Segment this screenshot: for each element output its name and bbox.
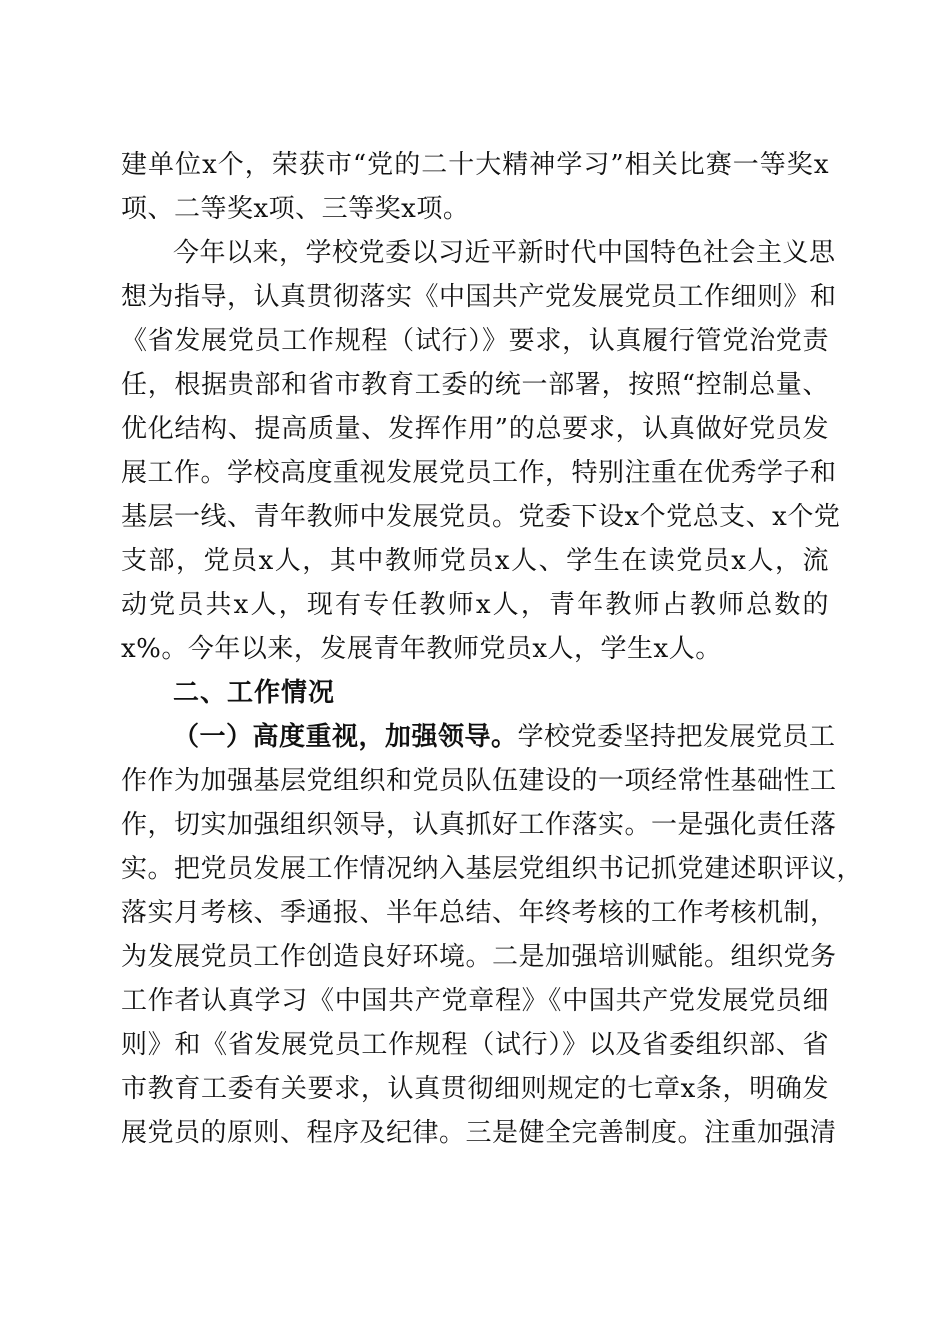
paragraph-line: 作，切实加强组织领导，认真抓好工作落实。一是强化责任落 bbox=[121, 810, 837, 840]
paragraph-line: 展党员的原则、程序及纪律。三是健全完善制度。注重加强清 bbox=[121, 1118, 837, 1148]
paragraph-line: 基层一线、青年教师中发展党员。党委下设x个党总支、x个党 bbox=[121, 502, 841, 532]
paragraph-line: 支部，党员x人，其中教师党员x人、学生在读党员x人，流 bbox=[121, 546, 829, 576]
paragraph-line: 今年以来，学校党委以习近平新时代中国特色社会主义思 bbox=[173, 238, 836, 268]
paragraph-line: x%。今年以来，发展青年教师党员x人，学生x人。 bbox=[121, 634, 722, 664]
paragraph-line: 实。把党员发展工作情况纳入基层党组织书记抓党建述职评议， bbox=[121, 854, 864, 884]
paragraph-line: 市教育工委有关要求，认真贯彻细则规定的七章x条，明确发 bbox=[121, 1074, 829, 1104]
paragraph-line: 工作者认真学习《中国共产党章程》《中国共产党发展党员细 bbox=[121, 986, 829, 1016]
paragraph-line: 想为指导，认真贯彻落实《中国共产党发展党员工作细则》和 bbox=[121, 282, 837, 312]
subsection-lead: （一）高度重视，加强领导。 bbox=[173, 722, 518, 752]
paragraph-line: 作作为加强基层党组织和党员队伍建设的一项经常性基础性工 bbox=[121, 766, 837, 796]
document-page bbox=[121, 147, 864, 1159]
paragraph-line: 优化结构、提高质量、发挥作用”的总要求，认真做好党员发 bbox=[121, 414, 829, 444]
paragraph-line: 展工作。学校高度重视发展党员工作，特别注重在优秀学子和 bbox=[121, 458, 837, 488]
paragraph-line: 项、二等奖x项、三等奖x项。 bbox=[121, 194, 470, 224]
paragraph-line: 任，根据贵部和省市教育工委的统一部署，按照“控制总量、 bbox=[121, 370, 829, 400]
section-heading: 二、工作情况 bbox=[173, 678, 336, 708]
paragraph-line: 建单位x个，荣获市“党的二十大精神学习”相关比赛一等奖x bbox=[121, 150, 829, 180]
paragraph-line: 动党员共x人，现有专任教师x人，青年教师占教师总数的 bbox=[121, 590, 829, 620]
paragraph-line: 落实月考核、季通报、半年总结、年终考核的工作考核机制， bbox=[121, 898, 837, 928]
paragraph-line: 《省发展党员工作规程（试行）》要求，认真履行管党治党责 bbox=[121, 326, 829, 356]
paragraph-line: 为发展党员工作创造良好环境。二是加强培训赋能。组织党务 bbox=[121, 942, 837, 972]
paragraph-line bbox=[121, 719, 836, 763]
paragraph-line: 则》和《省发展党员工作规程（试行）》以及省委组织部、省 bbox=[121, 1030, 829, 1060]
paragraph-text: 学校党委坚持把发展党员工 bbox=[517, 722, 836, 752]
